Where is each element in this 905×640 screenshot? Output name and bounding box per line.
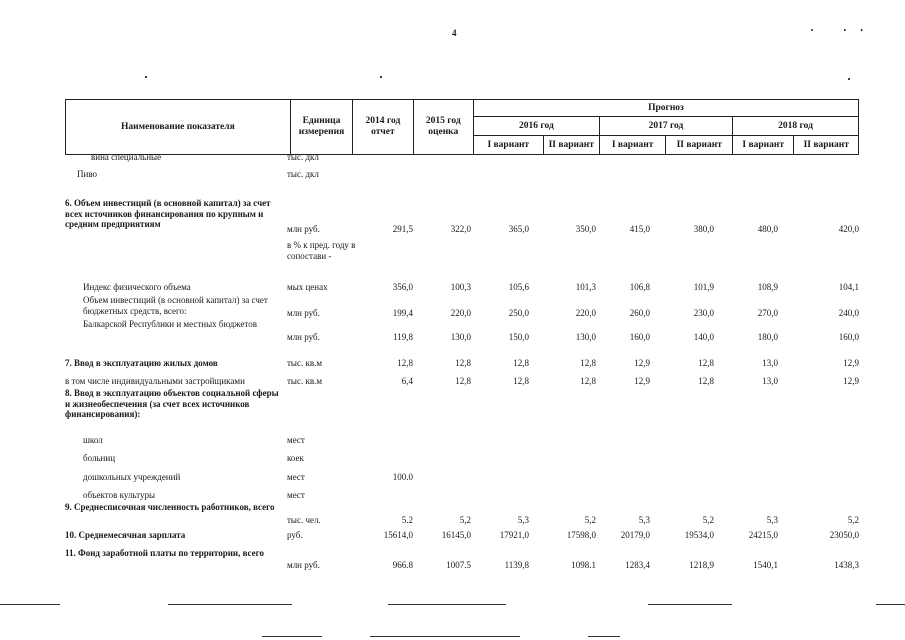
footer-rule [648,604,732,605]
scan-specks [811,26,877,35]
row-indicator-name: 11. Фонд заработной платы по территории, всего [65,548,265,558]
row-indicator-name: Объем инвестиций (в основной капитал) за счет бюджетных средств, всего: [83,295,268,316]
row-value: 356,0 [392,282,413,292]
row-unit: тыс. дкл [287,169,319,179]
header-2017: 2017 год [599,117,732,136]
footer-rule [388,604,506,605]
row-indicator-name: 10. Среднемесячная зарплата [65,530,186,540]
row-unit: мест [287,472,305,482]
row-value: 16145,0 [441,530,471,540]
row-unit: мых ценах [287,282,328,292]
scan-dot [145,76,147,78]
header-2018-v2: II вариант [794,136,859,155]
row-value: 5,3 [766,515,778,525]
row-value: 17921,0 [499,530,529,540]
row-indicator-name: Индекс физического объема [83,282,191,292]
row-value: 160,0 [838,332,859,342]
header-2018-v1: I вариант [733,136,794,155]
scan-dot [848,78,850,80]
row-value: 415,0 [629,224,650,234]
row-indicator-name: 8. Ввод в эксплуатацию объектов социальной сферы и жизнеобеспечения (за счет всех источников финансирования): [65,388,279,419]
row-indicator-name: Пиво [77,169,98,179]
row-value: 119,8 [393,332,413,342]
row-value: 1540,1 [753,560,778,570]
row-value: 199,4 [392,308,413,318]
row-indicator-name: в том числе индивидуальными застройщиками [65,376,245,386]
row-value: 350,0 [575,224,596,234]
row-value: 24215,0 [748,530,778,540]
row-indicator-name: больниц [83,453,116,463]
row-indicator-name: 6. Объем инвестиций (в основной капитал) за счет всех источников финансирования по крупным и средним предприятиям [65,198,271,229]
indicators-table-header [65,99,859,155]
speck-2: •• [843,26,877,35]
row-value: 105,6 [508,282,529,292]
header-2017-v1: I вариант [599,136,666,155]
row-value: 130,0 [450,332,471,342]
row-value: 13,0 [762,376,778,386]
row-value: 160,0 [629,332,650,342]
row-value: 101,9 [693,282,714,292]
row-value: 1283,4 [625,560,650,570]
row-unit: млн руб. [287,224,320,234]
row-value: 101,3 [575,282,596,292]
header-2016-v1: I вариант [473,136,543,155]
row-value: 5,2 [459,515,471,525]
header-forecast: Прогноз [473,100,858,117]
row-unit: мест [287,435,305,445]
row-indicator-name: вина специальные [91,152,162,162]
row-unit: руб. [287,530,303,540]
row-value: 12,8 [397,358,413,368]
row-value: 322,0 [450,224,471,234]
row-value: 12,9 [843,358,859,368]
row-value: 1007.5 [446,560,471,570]
row-indicator-name: 9. Среднесписочная численность работников, всего [65,502,275,512]
row-value: 130,0 [575,332,596,342]
row-value: 104,1 [838,282,859,292]
footer-rule [262,636,322,637]
row-value: 380,0 [693,224,714,234]
header-2015: 2015 год оценка [413,100,473,155]
row-value: 12,9 [634,358,650,368]
row-value: 1139,8 [504,560,529,570]
row-value: 100.0 [392,472,413,482]
row-value: 966.8 [392,560,413,570]
row-value: 15614,0 [383,530,413,540]
header-indicator-name: Наименование показателя [66,100,291,155]
row-unit: коек [287,453,304,463]
row-value: 250,0 [508,308,529,318]
row-value: 180,0 [757,332,778,342]
row-value: 12,8 [698,358,714,368]
row-value: 140,0 [693,332,714,342]
footer-rule [0,604,60,605]
row-value: 220,0 [450,308,471,318]
row-value: 1098.1 [571,560,596,570]
row-value: 12,8 [513,376,529,386]
footer-rule [876,604,905,605]
footer-rule [370,636,520,637]
header-2016: 2016 год [473,117,599,136]
row-value: 270,0 [757,308,778,318]
row-value: 12,8 [580,358,596,368]
row-value: 12,8 [455,376,471,386]
row-value: 5,3 [638,515,650,525]
row-value: 100,3 [450,282,471,292]
row-unit: мест [287,490,305,500]
row-unit: тыс. кв.м [287,376,323,386]
speck-1: • [810,26,828,35]
row-value: 5,2 [847,515,859,525]
row-value: 20179,0 [620,530,650,540]
row-value: 13,0 [762,358,778,368]
row-value: 230,0 [693,308,714,318]
row-value: 19534,0 [684,530,714,540]
footer-rule [588,636,620,637]
page-number: 4 [452,28,457,38]
row-indicator-name: 7. Ввод в эксплуатацию жилых домов [65,358,218,368]
row-unit: млн руб. [287,332,320,342]
row-value: 17598,0 [566,530,596,540]
row-value: 12,8 [513,358,529,368]
footer-rule [168,604,292,605]
row-unit: тыс. дкл [287,152,319,162]
row-value: 150,0 [508,332,529,342]
row-value: 5,2 [584,515,596,525]
row-value: 420,0 [838,224,859,234]
row-indicator-name: дошкольных учреждений [83,472,181,482]
row-value: 480,0 [757,224,778,234]
row-value: 12,9 [634,376,650,386]
row-unit: млн руб. [287,560,320,570]
row-value: 6,4 [401,376,413,386]
row-value: 220,0 [575,308,596,318]
row-value: 12,9 [843,376,859,386]
row-unit: млн руб. [287,308,320,318]
row-value: 12,8 [455,358,471,368]
header-2018: 2018 год [733,117,859,136]
row-value: 12,8 [580,376,596,386]
header-unit: Единица измерения [290,100,352,155]
row-value: 12,8 [698,376,714,386]
row-unit: тыс. кв.м [287,358,323,368]
row-unit: тыс. чел. [287,515,321,525]
row-value: 108,9 [757,282,778,292]
header-2016-v2: II вариант [543,136,599,155]
row-value: 5,3 [517,515,529,525]
header-2014: 2014 год отчет [353,100,413,155]
row-value: 365,0 [508,224,529,234]
scan-dot [380,76,382,78]
row-value: 1218,9 [689,560,714,570]
row-value: 5,2 [702,515,714,525]
row-value: 1438,3 [834,560,859,570]
row-indicator-name: школ [83,435,103,445]
row-value: 5.2 [401,515,413,525]
row-indicator-name: объектов культуры [83,490,156,500]
header-2017-v2: II вариант [666,136,733,155]
row-value: 240,0 [838,308,859,318]
row-value: 23050,0 [829,530,859,540]
row-value: 260,0 [629,308,650,318]
row-value: 106,8 [629,282,650,292]
row-unit: в % к пред. году в сопостави - [287,240,356,261]
row-indicator-name: Балкарской Республики и местных бюджетов [83,319,257,329]
row-value: 291,5 [392,224,413,234]
